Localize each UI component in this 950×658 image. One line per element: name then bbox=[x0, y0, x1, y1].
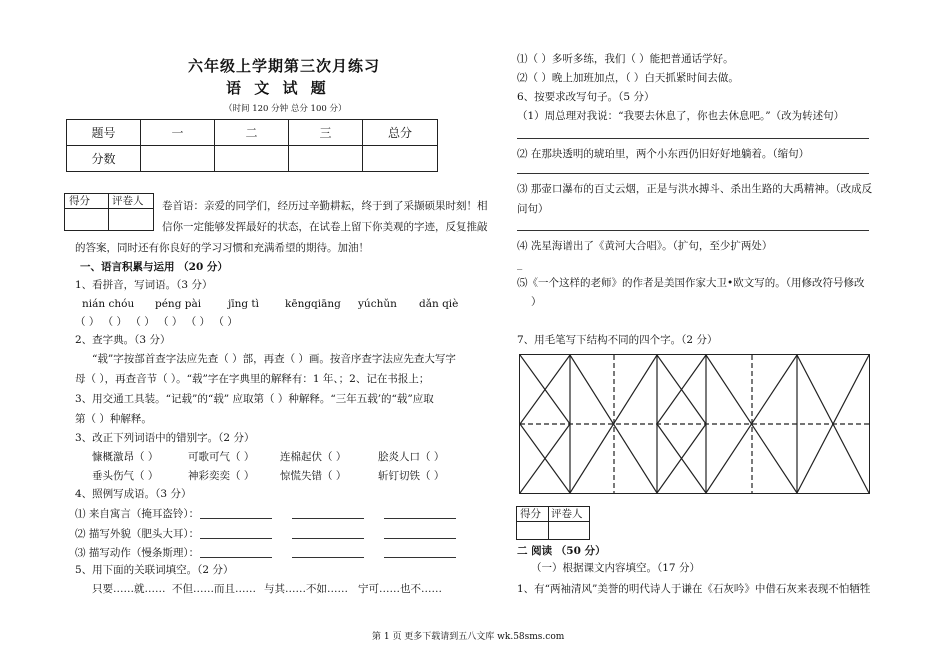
grader-box-grader-label: 评卷人 bbox=[551, 508, 583, 520]
fill-sentence: ⑴（ ）多听多练，我们（ ）能把普通话学好。 bbox=[517, 53, 734, 65]
question-7: 7、用毛笔写下结构不同的四个字。（2 分） bbox=[517, 334, 718, 346]
section2-question-1: 1、有“两袖清风”美誉的明代诗人于谦在《石灰吟》中借石灰来表现不怕牺牲 bbox=[517, 583, 871, 595]
pinyin-item: kēngqiāng bbox=[285, 298, 341, 310]
score-table-header-cell: 二 bbox=[215, 120, 289, 146]
question-6: 6、按要求改写句子。（5 分） bbox=[517, 91, 655, 103]
score-table-header-cell: 三 bbox=[289, 120, 363, 146]
question-2-line: 第（ ）种解释。 bbox=[75, 413, 152, 425]
section2-sub: （一）根据课文内容填空。（17 分） bbox=[531, 562, 700, 574]
pinyin-item: jīng tì bbox=[228, 298, 260, 310]
question-6-item: 问句） bbox=[517, 203, 549, 215]
pinyin-item: yúchǔn bbox=[358, 298, 397, 310]
time-note: （时间 120 分钟 总分 100 分） bbox=[224, 104, 347, 114]
question-1: 1、看拼音，写词语。（3 分） bbox=[75, 279, 213, 291]
grader-box-score-label: 得分 bbox=[69, 195, 90, 207]
section1-heading: 一、语言积累与运用 （20 分） bbox=[80, 261, 228, 273]
answer-mark: _ bbox=[517, 258, 523, 270]
writing-grid[interactable] bbox=[519, 354, 870, 494]
answer-line[interactable] bbox=[384, 557, 456, 558]
section2-heading: 二 阅读 （50 分） bbox=[517, 545, 606, 557]
typo-item: 慷概激昂（ ） bbox=[92, 451, 159, 463]
answer-line[interactable] bbox=[292, 538, 364, 539]
conjunction-item: 宁可……也不…… bbox=[358, 583, 442, 595]
answer-line[interactable] bbox=[292, 518, 364, 519]
preface-line: 卷首语：亲爱的同学们，经历过辛勤耕耘，终于到了采撷硕果时刻！相 bbox=[162, 200, 488, 212]
question-6-item: ） bbox=[531, 296, 542, 308]
score-table-header-cell: 总分 bbox=[363, 120, 438, 146]
score-table-header-cell: 题号 bbox=[67, 120, 141, 146]
question-2-line: “载”字按部首查字法应先查（ ）部，再查（ ）画。按音序查字法应先查大写字 bbox=[92, 353, 456, 365]
typo-item: 脍炎人口（ ） bbox=[378, 451, 445, 463]
score-table bbox=[66, 119, 438, 172]
question-6-item: （1）周总理对我说：“我要去休息了，你也去休息吧。”（改为转述句） bbox=[517, 110, 845, 122]
fill-sentence: ⑵（ ）晚上加班加点，（ ）白天抓紧时间去做。 bbox=[517, 72, 739, 84]
idiom-prompt: ⑶ 描写动作（慢条斯理）： bbox=[75, 547, 200, 559]
answer-line[interactable] bbox=[517, 138, 869, 139]
question-6-item: ⑷ 冼星海谱出了《黄河大合唱》。（扩句，至少扩两处） bbox=[517, 240, 773, 252]
typo-item: 可歌可气（ ） bbox=[188, 451, 255, 463]
pinyin-item: nián chóu bbox=[82, 298, 135, 310]
writing-grid-lines bbox=[520, 355, 869, 493]
typo-item: 神彩奕奕（ ） bbox=[188, 470, 255, 482]
question-4: 4、照例写成语。（3 分） bbox=[75, 488, 192, 500]
pinyin-item: péng pài bbox=[155, 298, 202, 310]
answer-line[interactable] bbox=[292, 557, 364, 558]
grader-box-right bbox=[516, 506, 590, 540]
page-title: 六年级上学期第三次月练习 bbox=[188, 57, 381, 75]
typo-item: 垂头伤气（ ） bbox=[92, 470, 159, 482]
score-cell[interactable] bbox=[215, 146, 289, 172]
question-3: 3、改正下列词语中的错别字。（2 分） bbox=[75, 432, 255, 444]
preface-line: 信你一定能够发挥最好的状态，在试卷上留下你美观的字迹，反复推敲 bbox=[162, 221, 488, 233]
pinyin-answer-brackets[interactable]: （ ） （ ） （ ） （ ） （ ） （ ） bbox=[75, 316, 238, 328]
conjunction-item: 不但……而且…… bbox=[172, 583, 256, 595]
typo-item: 连棉起伏（ ） bbox=[280, 451, 347, 463]
grader-box-score-label: 得分 bbox=[520, 508, 541, 520]
score-cell[interactable] bbox=[141, 146, 215, 172]
typo-item: 斩钉切铁（ ） bbox=[378, 470, 445, 482]
page-subtitle: 语 文 试 题 bbox=[226, 79, 330, 97]
answer-line[interactable] bbox=[384, 538, 456, 539]
grader-box-grader-label: 评卷人 bbox=[112, 195, 144, 207]
score-table-label-cell: 分数 bbox=[67, 146, 141, 172]
grader-box bbox=[64, 193, 154, 231]
score-cell[interactable] bbox=[363, 146, 438, 172]
answer-line[interactable] bbox=[384, 518, 456, 519]
answer-line[interactable] bbox=[200, 518, 272, 519]
score-table-header-cell: 一 bbox=[141, 120, 215, 146]
answer-line[interactable] bbox=[200, 538, 272, 539]
question-2-line: 3、用交通工具装。“记载”的“载” 应取第（ ）种解释。“三年五载’的“载”应取 bbox=[75, 393, 434, 405]
idiom-prompt: ⑴ 来自寓言（掩耳盗铃）： bbox=[75, 508, 200, 520]
question-2-line: 母（ ），再查音节（ ）。“载”字在字典里的解释有：1 年、；2、记在书报上； bbox=[75, 373, 430, 385]
question-6-item: ⑶ 那壶口瀑布的百丈云烟，正是与洪水搏斗、杀出生路的大禹精神。（改成反 bbox=[517, 183, 873, 195]
conjunction-item: 与其……不如…… bbox=[264, 583, 348, 595]
answer-line[interactable] bbox=[200, 557, 272, 558]
question-2: 2、查字典。（3 分） bbox=[75, 334, 171, 346]
idiom-prompt: ⑵ 描写外貌（肥头大耳）： bbox=[75, 528, 200, 540]
conjunction-item: 只要……就…… bbox=[92, 583, 166, 595]
score-cell[interactable] bbox=[289, 146, 363, 172]
question-5: 5、用下面的关联词填空。（2 分） bbox=[75, 564, 234, 576]
answer-line[interactable] bbox=[517, 230, 869, 231]
typo-item: 惊慌失错（ ） bbox=[280, 470, 347, 482]
question-6-item: ⑵ 在那块透明的琥珀里，两个小东西仍旧好好地躺着。（缩句） bbox=[517, 148, 810, 160]
answer-line[interactable] bbox=[517, 173, 869, 174]
question-6-item: ⑸《一个这样的老师》的作者是美国作家大卫•欧文写的。（用修改符号修改 bbox=[517, 277, 865, 289]
page-footer: 第 1 页 更多下载请到五八文库 wk.58sms.com bbox=[372, 632, 565, 642]
preface-line: 的答案，同时还有你良好的学习习惯和充满希望的期待。加油！ bbox=[75, 242, 369, 254]
pinyin-item: dǎn qiè bbox=[419, 298, 459, 310]
